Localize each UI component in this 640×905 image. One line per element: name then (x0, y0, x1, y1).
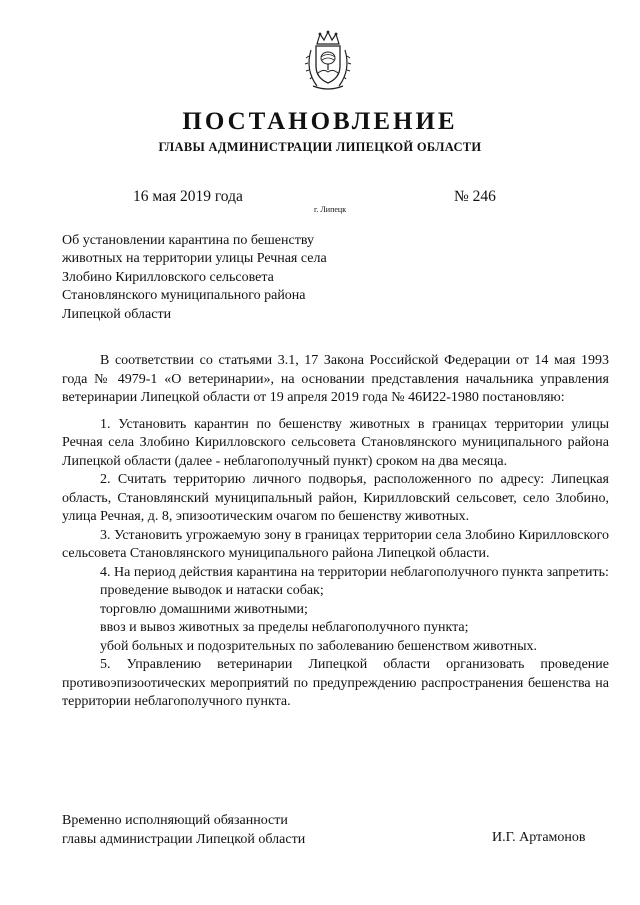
item-2-paragraph: 2. Считать территорию личного подворья, расположенного по адресу: Липецкая область, Становлянский муниципальный район, Кирилловский сельсовет, село Злобино, улица Речная, д. 8, эпизоотическим очагом по бешенству животных. (62, 472, 609, 524)
document-date: 16 мая 2019 года (133, 188, 243, 205)
ban-list-item: торговлю домашними животными; (100, 601, 308, 617)
subject-line: Злобино Кирилловского сельсовета (62, 269, 274, 285)
signatory-position-line: Временно исполняющий обязанности (62, 813, 288, 828)
subject-line: Об установлении карантина по бешенству (62, 233, 314, 248)
document-number: № 246 (454, 188, 496, 205)
document-body (62, 352, 609, 712)
subject-line: Становлянского муниципального района (62, 288, 306, 304)
coat-of-arms-icon (303, 30, 353, 92)
document-subtitle: ГЛАВЫ АДМИНИСТРАЦИИ ЛИПЕЦКОЙ ОБЛАСТИ (158, 140, 482, 154)
ban-list-item: убой больных и подозрительных по заболеванию бешенством животных. (100, 638, 538, 654)
item-1-paragraph: 1. Установить карантин по бешенству животных в границах территории улицы Речная села Злобино Кирилловского сельсовета Становлянского муниципального района Липецкой области (далее - неблагополучный пункт) сроком на два месяца. (62, 416, 609, 469)
document-city: г. Липецк (314, 205, 347, 214)
signatory-position (62, 811, 305, 849)
document-subject (62, 232, 382, 324)
document-title: ПОСТАНОВЛЕНИЕ (182, 108, 458, 135)
coat-of-arms-emblem (303, 30, 353, 92)
preamble-paragraph: В соответствии со статьями 3.1, 17 Закона Российской Федерации от 14 мая 1993 года № 4979-1 «О ветеринарии», на основании представления начальника управления ветеринарии Липецкой области от 19 апреля 2019 года № 46И22-1980 постановляю: (62, 353, 609, 405)
ban-list-item: проведение выводок и натаски собак; (100, 583, 324, 598)
subject-line: Липецкой области (62, 306, 172, 322)
item-5-paragraph: 5. Управлению ветеринарии Липецкой области организовать проведение противоэпизоотических мероприятий по предупреждению распространения бешенства на территории неблагополучного пункта. (62, 657, 609, 709)
ban-list-item: ввоз и вывоз животных за пределы неблагополучного пункта; (100, 620, 469, 635)
subject-line: животных на территории улицы Речная села (62, 251, 327, 267)
signatory-name: И.Г. Артамонов (492, 830, 586, 845)
item-4-paragraph: 4. На период действия карантина на территории неблагополучного пункта запретить: (100, 564, 609, 580)
signatory-position-line: главы администрации Липецкой области (62, 832, 306, 847)
item-3-paragraph: 3. Установить угрожаемую зону в границах территории села Злобино Кирилловского сельсовета Становлянского муниципального района Липецкой области. (62, 527, 609, 561)
